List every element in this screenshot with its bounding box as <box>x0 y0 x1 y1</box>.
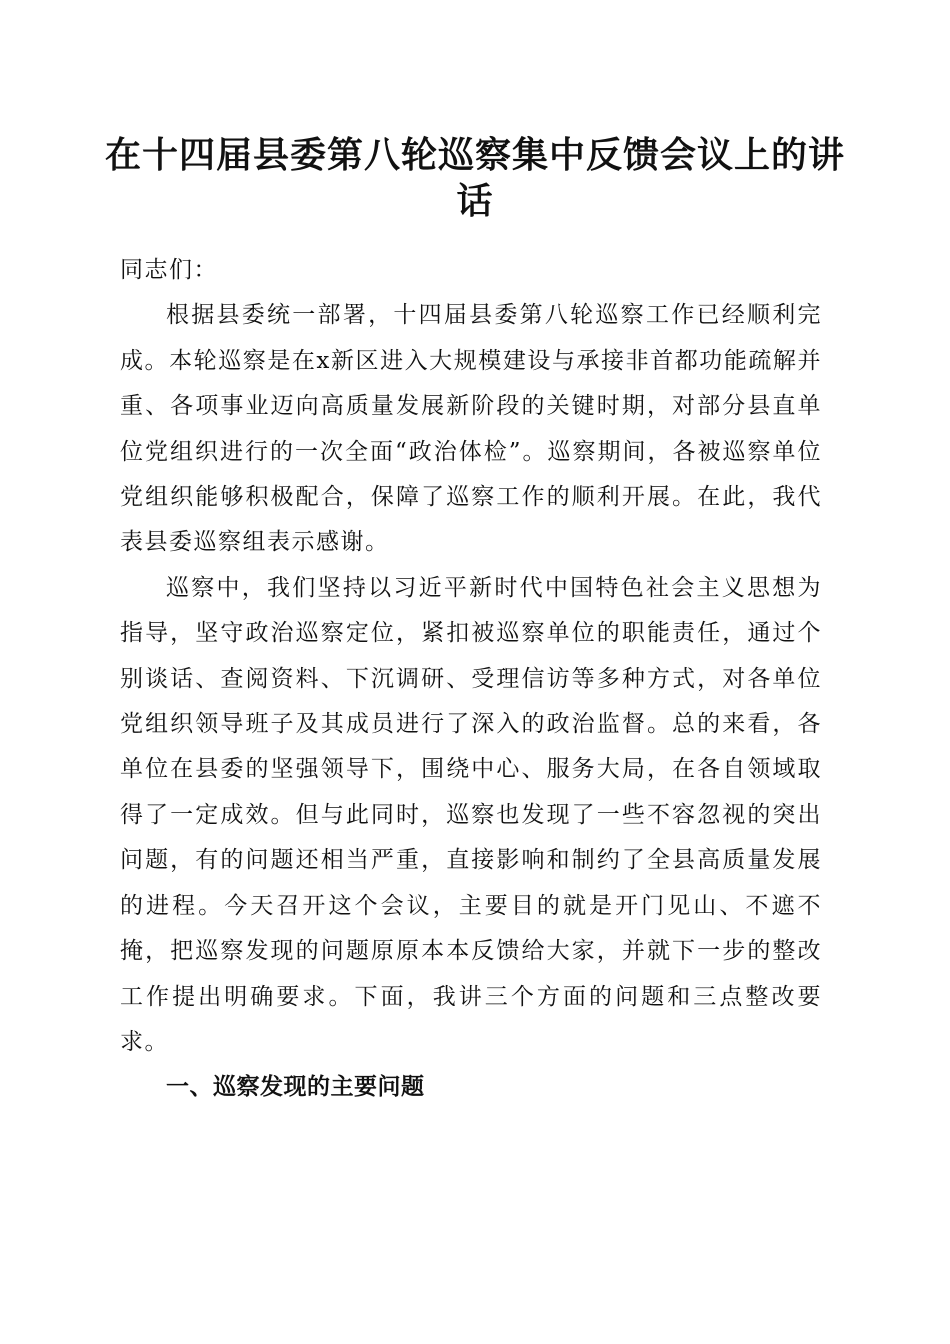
paragraph-1: 根据县委统一部署，十四届县委第八轮巡察工作已经顺利完成。本轮巡察是在x新区进入大规模建设与承接非首都功能疏解并重、各项事业迈向高质量发展新阶段的关键时期，对部分县直单位党组织进行的一次全面“政治体检”。巡察期间，各被巡察单位党组织能够积极配合，保障了巡察工作的顺利开展。在此，我代表县委巡察组表示感谢。 <box>120 302 822 556</box>
paragraph-2: 巡察中，我们坚持以习近平新时代中国特色社会主义思想为指导，坚守政治巡察定位，紧扣被巡察单位的职能责任，通过个别谈话、查阅资料、下沉调研、受理信访等多种方式，对各单位党组织领导班子及其成员进行了深入的政治监督。总的来看，各单位在县委的坚强领导下，围绕中心、服务大局，在各自领域取得了一定成效。但与此同时，巡察也发现了一些不容忽视的突出问题，有的问题还相当严重，直接影响和制约了全县高质量发展的进程。今天召开这个会议，主要目的就是开门见山、不遮不掩，把巡察发现的问题原原本本反馈给大家，并就下一步的整改工作提出明确要求。下面，我讲三个方面的问题和三点整改要求。 <box>120 574 822 1055</box>
salutation: 同志们： <box>120 257 218 283</box>
section-heading: 一、巡察发现的主要问题 <box>166 1074 425 1101</box>
document-body <box>120 248 822 1111</box>
document-title: 在十四届县委第八轮巡察集中反馈会议上的讲话 <box>104 134 845 222</box>
